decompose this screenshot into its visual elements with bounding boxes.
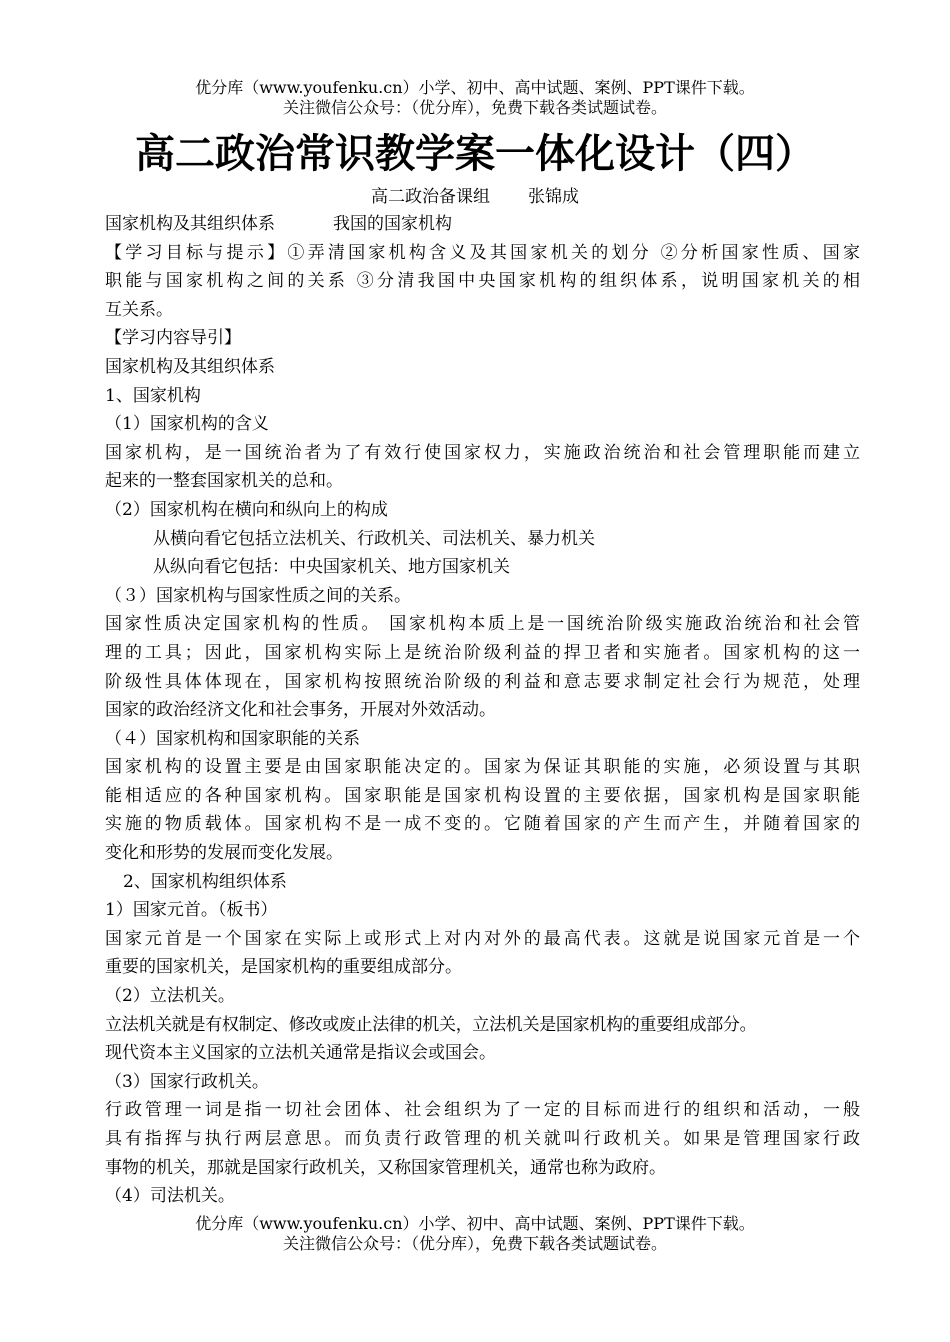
heading-2-4: （4）司法机关。 bbox=[105, 1186, 235, 1207]
para-3-line-2: 理的工具；因此，国家机构实际上是统治阶级利益的捍卫者和实施者。国家机构的这一 bbox=[105, 642, 860, 663]
structure-horizontal: 从横向看它包括立法机关、行政机关、司法机关、暴力机关 bbox=[153, 528, 595, 549]
para-7-line-3: 事物的机关，那就是国家行政机关，又称国家管理机关，通常也称为政府。 bbox=[105, 1157, 666, 1178]
topic-line bbox=[105, 210, 860, 239]
heading-1-2: （2）国家机构在横向和纵向上的构成 bbox=[105, 499, 388, 520]
page-title: 高二政治常识教学案一体化设计（四） bbox=[135, 130, 815, 177]
goals-text-1: 【学习目标与提示】①弄清国家机构含义及其国家机关的划分 bbox=[105, 242, 652, 263]
author-group: 高二政治备课组 bbox=[371, 187, 490, 207]
para-5-line-2: 重要的国家机关，是国家机构的重要组成部分。 bbox=[105, 957, 462, 978]
para-5-line-1: 国家元首是一个国家在实际上或形式上对内对外的最高代表。这就是说国家元首是一个 bbox=[105, 928, 860, 949]
para-3-line-3: 阶级性具体体现在，国家机构按照统治阶级的利益和意志要求制定社会行为规范，处理 bbox=[105, 671, 860, 692]
para-4-line-3: 实施的物质载体。国家机构不是一成不变的。它随着国家的产生而产生，并随着国家的 bbox=[105, 814, 860, 835]
footer-line-1: 优分库（www.youfenku.cn）小学、初中、高中试题、案例、PPT课件下载。 bbox=[195, 1214, 755, 1233]
document-body bbox=[105, 210, 860, 1211]
goals-line-3: 互关系。 bbox=[105, 299, 173, 320]
goals-text-3: 职能与国家机构之间的关系 bbox=[105, 271, 349, 292]
topic-right: 我国的国家机构 bbox=[333, 214, 452, 234]
footer-line-2: 关注微信公众号：（优分库），免费下载各类试题试卷。 bbox=[282, 1234, 667, 1253]
para-4-line-1: 国家机构的设置主要是由国家职能决定的。国家为保证其职能的实施，必须设置与其职 bbox=[105, 757, 860, 778]
topic-left: 国家机构及其组织体系 bbox=[105, 214, 275, 234]
guide-heading: 【学习内容导引】 bbox=[105, 328, 241, 349]
para-3-line-4: 国家的政治经济文化和社会事务，开展对外效活动。 bbox=[105, 700, 496, 721]
goals-line-1 bbox=[105, 239, 860, 268]
goals-text-4: ③分清我国中央国家机构的组织体系，说明国家机关的相 bbox=[356, 271, 861, 292]
para-7-line-1: 行政管理一词是指一切社会团体、社会组织为了一定的目标而进行的组织和活动，一般 bbox=[105, 1100, 860, 1121]
author-line bbox=[0, 184, 950, 210]
structure-vertical: 从纵向看它包括：中央国家机关、地方国家机关 bbox=[153, 557, 510, 578]
goals-line-2 bbox=[105, 267, 860, 296]
para-3-line-1: 国家性质决定国家机构的性质。 国家机构本质上是一国统治阶级实施政治统治和社会管 bbox=[105, 614, 860, 635]
section-heading: 国家机构及其组织体系 bbox=[105, 356, 275, 377]
author-name: 张锦成 bbox=[528, 187, 579, 207]
para-4-line-2: 能相适应的各种国家机构。国家职能是国家机构设置的主要依据，国家机构是国家职能 bbox=[105, 785, 860, 806]
heading-1-3: （３）国家机构与国家性质之间的关系。 bbox=[105, 585, 411, 606]
para-6-line-2: 现代资本主义国家的立法机关通常是指议会或国会。 bbox=[105, 1043, 496, 1064]
heading-2-1: 1）国家元首。（板书） bbox=[105, 900, 278, 921]
heading-1: 1、国家机构 bbox=[105, 385, 201, 406]
para-6-line-1: 立法机关就是有权制定、修改或废止法律的机关，立法机关是国家机构的重要组成部分。 bbox=[105, 1014, 757, 1035]
para-4-line-4: 变化和形势的发展而变化发展。 bbox=[105, 843, 343, 864]
heading-2: 2、国家机构组织体系 bbox=[123, 871, 287, 892]
heading-2-3: （3）国家行政机关。 bbox=[105, 1071, 269, 1092]
goals-text-2: ②分析国家性质、国家 bbox=[660, 242, 861, 263]
heading-2-2: （2）立法机关。 bbox=[105, 986, 235, 1007]
header-line-2: 关注微信公众号：（优分库），免费下载各类试题试卷。 bbox=[282, 98, 667, 117]
heading-1-4: （４）国家机构和国家职能的关系 bbox=[105, 728, 360, 749]
heading-1-1: （1）国家机构的含义 bbox=[105, 414, 269, 435]
para-7-line-2: 具有指挥与执行两层意思。而负责行政管理的机关就叫行政机关。如果是管理国家行政 bbox=[105, 1129, 860, 1149]
para-1-line-1: 国家机构，是一国统治者为了有效行使国家权力，实施政治统治和社会管理职能而建立 bbox=[105, 442, 860, 463]
para-1-line-2: 起来的一整套国家机关的总和。 bbox=[105, 471, 343, 492]
header-line-1: 优分库（www.youfenku.cn）小学、初中、高中试题、案例、PPT课件下载。 bbox=[195, 78, 755, 97]
